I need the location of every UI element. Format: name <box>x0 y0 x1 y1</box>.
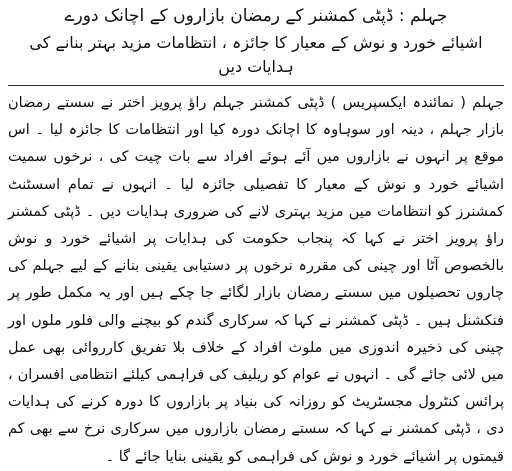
divider <box>8 85 504 86</box>
subheadline: اشیائے خورد و نوش کے معیار کا جائزہ ، انتظامات مزید بہتر بنانے کی ہدایات دیں <box>29 33 483 76</box>
article-paragraph: جہلم ( نمائندہ ایکسپریس ) ڈپٹی کمشنر جہلم راؤ پرویز اختر نے سستے رمضان بازار جہلم ، دینہ اور سوہاوہ کا اچانک دورہ کیا اور انتظامات کا جائزہ لیا ۔ اس موقع پر انہوں نے بازاروں میں آئے ہوئے افراد سے بات چیت کی ، نرخوں سمیت اشیائے خورد و نوش کے معیار کا تفصیلی جائزہ لیا ۔ انہوں نے تمام اسسٹنٹ کمشنرز کو انتظامات میں مزید بہتری لانے کی ضروری ہدایات دیں ۔ ڈپٹی کمشنر راؤ پرویز اختر نے کہا کہ پنجاب حکومت کی ہدایات پر اشیائے خورد و نوش بالخصوص آٹا اور چینی کی مقررہ نرخوں پر دستیابی یقینی بنانے کے لیے جہلم کی چاروں تحصیلوں میں سستے رمضان بازار لگائے جا چکے ہیں اور یہ مکمل طور پر فنکشنل ہیں ۔ ڈپٹی کمشنر نے کہا کہ سرکاری گندم کو بیچنے والی فلور ملوں اور چینی کی ذخیرہ اندوزی میں ملوث افراد کے خلاف بلا تفریق کارروائی بھی عمل میں لائی جائے گی ۔ انہوں نے عوام کو ریلیف کی فراہمی کیلئے انتظامی افسران ، پرائس کنٹرول مجسٹریٹ کو روزانہ کی بنیاد پر بازاروں کا دورہ کرنے کی ہدایات دی ، ڈپٹی کمشنر نے کہا کہ سستے رمضان بازاروں میں سرکاری نرخ سے بھی کم قیمتوں پر اشیائے خورد و نوش کی فراہمی کو یقینی بنایا جائے گا ۔ <box>8 95 504 465</box>
headline: جہلم : ڈپٹی کمشنر کے رمضان بازاروں کے اچانک دورے <box>64 6 448 26</box>
article-body <box>8 90 504 471</box>
